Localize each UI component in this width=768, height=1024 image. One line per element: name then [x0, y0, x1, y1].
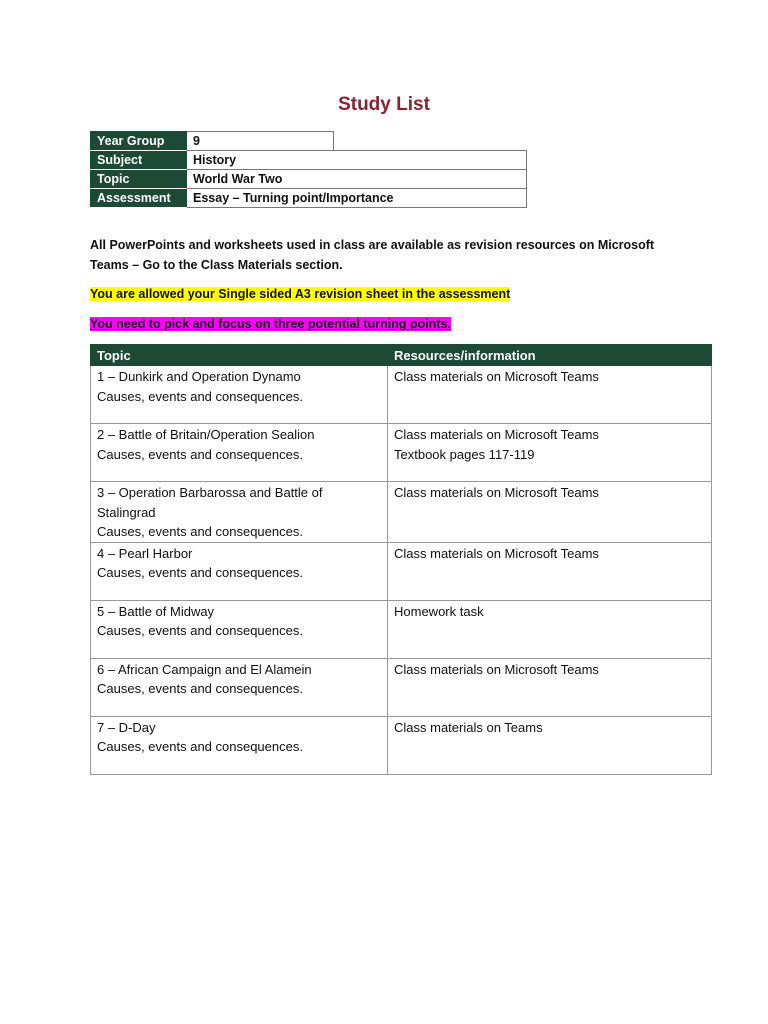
topic-detail: Causes, events and consequences.: [97, 681, 303, 696]
column-header-topic: Topic: [91, 345, 388, 366]
topic-cell: [91, 600, 388, 658]
topic-title: 2 – Battle of Britain/Operation Sealion: [97, 427, 315, 442]
topic-detail: Causes, events and consequences.: [97, 565, 303, 580]
topics-table: [90, 344, 712, 775]
info-label: Year Group: [91, 132, 187, 151]
info-row-topic: [91, 170, 527, 189]
resources-cell: [388, 542, 712, 600]
revision-sheet-text: You are allowed your Single sided A3 revision sheet in the assessment: [90, 287, 511, 301]
page-title: Study List: [338, 94, 430, 115]
info-spacer: [334, 132, 527, 151]
info-label: Assessment: [91, 189, 187, 208]
table-row: [91, 716, 712, 774]
turning-points-text: You need to pick and focus on three potential turning points.: [90, 317, 451, 331]
table-row: [91, 482, 712, 543]
resources-cell: [388, 482, 712, 543]
topic-cell: [91, 542, 388, 600]
resource-text: Textbook pages 117-119: [394, 446, 535, 462]
resource-text: Class materials on Microsoft Teams: [394, 485, 599, 500]
resources-cell: [388, 424, 712, 482]
resources-cell: [388, 658, 712, 716]
info-label: Topic: [91, 170, 187, 189]
info-value: History: [187, 151, 527, 170]
topic-title: 5 – Battle of Midway: [97, 603, 215, 619]
info-value: World War Two: [187, 170, 527, 189]
info-value: 9: [187, 132, 334, 151]
info-label: Subject: [91, 151, 187, 170]
topic-title: 4 – Pearl Harbor: [97, 545, 193, 561]
table-row: [91, 658, 712, 716]
info-row-assessment: [91, 189, 527, 208]
table-row: [91, 366, 712, 424]
table-row: [91, 424, 712, 482]
turning-points-note: [90, 314, 690, 334]
resource-text: Class materials on Teams: [394, 719, 543, 735]
resource-text: Class materials on Microsoft Teams: [394, 427, 599, 442]
topic-title: 7 – D-Day: [97, 719, 156, 735]
resource-text: Class materials on Microsoft Teams: [394, 369, 599, 384]
topics-header-row: [91, 345, 712, 366]
resource-text: Homework task: [394, 603, 484, 619]
info-row-subject: [91, 151, 527, 170]
topic-cell: [91, 424, 388, 482]
resources-cell: [388, 600, 712, 658]
resource-text: Class materials on Microsoft Teams: [394, 545, 599, 561]
topic-cell: [91, 716, 388, 774]
resources-note-line: Teams – Go to the Class Materials section.: [90, 258, 343, 272]
topic-detail: Causes, events and consequences.: [97, 388, 303, 404]
resources-cell: [388, 716, 712, 774]
topic-title: 6 – African Campaign and El Alamein: [97, 661, 312, 677]
topic-cell: [91, 366, 388, 424]
table-row: [91, 542, 712, 600]
topic-cell: [91, 482, 388, 543]
topic-detail: Causes, events and consequences.: [97, 623, 303, 638]
info-table: [90, 131, 527, 208]
resources-cell: [388, 366, 712, 424]
topic-cell: [91, 658, 388, 716]
resources-note: [90, 235, 690, 275]
topic-detail: Causes, events and consequences.: [97, 524, 303, 539]
column-header-resources: Resources/information: [388, 345, 712, 366]
resource-text: Class materials on Microsoft Teams: [394, 661, 599, 677]
info-row-year-group: [91, 132, 527, 151]
topic-detail: Causes, events and consequences.: [97, 739, 303, 754]
resources-note-line: All PowerPoints and worksheets used in class are available as revision resources on Microsoft: [90, 238, 655, 252]
info-value: Essay – Turning point/Importance: [187, 189, 527, 208]
topic-detail: Causes, events and consequences.: [97, 446, 303, 462]
revision-sheet-note: [90, 284, 690, 304]
topic-title-continued: Stalingrad: [97, 504, 156, 520]
topic-title: 1 – Dunkirk and Operation Dynamo: [97, 369, 301, 384]
table-row: [91, 600, 712, 658]
topic-title: 3 – Operation Barbarossa and Battle of: [97, 485, 323, 500]
